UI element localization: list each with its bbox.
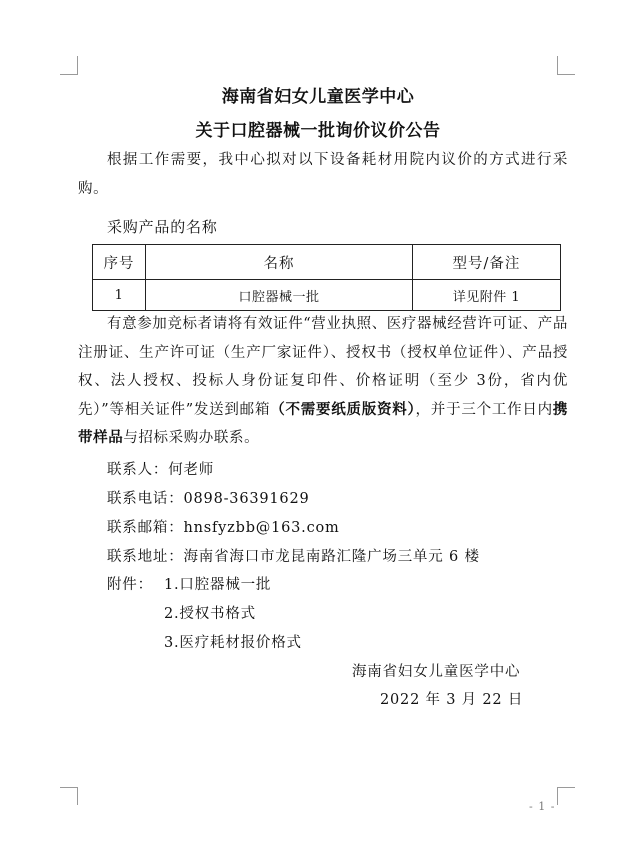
attachment-item: 2.授权书格式 [164,606,256,622]
attachment-item: 3.医疗耗材报价格式 [164,635,302,651]
crop-mark-top-left-h [60,74,78,75]
contact-email: 联系邮箱：hnsfyzbb@163.com [107,520,340,536]
table-header-cell: 序号 [93,245,146,280]
requirements-paragraph [78,310,568,453]
crop-mark-bottom-right-v [557,787,558,805]
signature-date: 2022 年 3 月 22 日 [380,692,524,708]
contact-address: 联系地址：海南省海口市龙昆南路汇隆广场三单元 6 楼 [107,549,480,565]
org-title: 海南省妇女儿童医学中心 [221,87,415,107]
signature-org: 海南省妇女儿童医学中心 [352,664,521,680]
goods-table [92,244,561,311]
contact-person: 联系人：何老师 [107,462,215,478]
notice-title: 关于口腔器械一批询价议价公告 [195,121,441,141]
crop-mark-bottom-left-v [77,787,78,805]
table-header-row [93,245,561,280]
table-cell: 口腔器械一批 [146,280,413,311]
section-heading: 采购产品的名称 [107,218,218,236]
table-header-cell: 名称 [146,245,413,280]
table-cell: 1 [93,280,146,311]
requirements-text-2: ，并于三个工作日内 [415,401,553,418]
requirements-text: 有意参加竞标者请将有效证件“营业执照、医疗器械经营许可证、产品注册证、生产许可证（生产厂家证件）、授权书（授权单位证件）、产品授权、法人授权、投标人身份证复印件、价格证明（至少 3份，省内优先）”等相关证件”发送到邮箱 [78,316,569,418]
attachments-label: 附件： [107,577,153,593]
crop-mark-bottom-left-h [60,787,78,788]
table-row [93,280,561,311]
table-cell: 详见附件 1 [413,280,561,311]
requirements-text-3: 与招标采购办联系。 [123,430,260,446]
attachment-item: 1.口腔器械一批 [164,577,272,593]
crop-mark-bottom-right-h [557,787,575,788]
crop-mark-top-left-v [77,56,78,74]
requirements-bold-sample: 携带样品 [78,400,568,446]
table-header-cell: 型号/备注 [413,245,561,280]
contact-phone: 联系电话：0898-36391629 [107,491,310,507]
crop-mark-top-right-v [557,56,558,74]
requirements-bold-note: （不需要纸质版资料） [270,400,416,418]
crop-mark-top-right-h [557,74,575,75]
page-number: - 1 - [529,800,556,813]
intro-paragraph: 根据工作需要，我中心拟对以下设备耗材用院内议价的方式进行采购。 [78,152,568,197]
